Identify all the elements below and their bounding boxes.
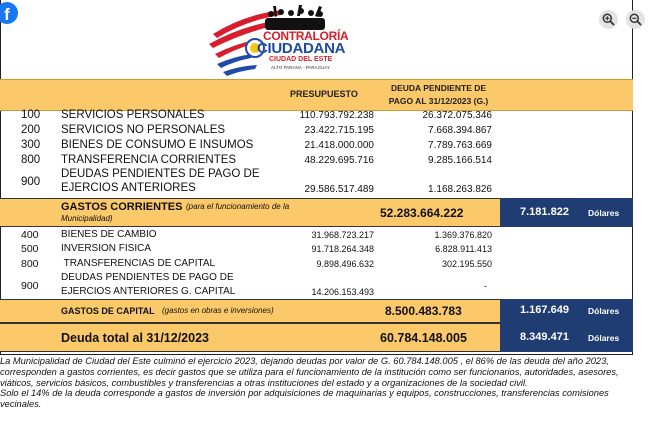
item-code: 300 bbox=[21, 139, 41, 151]
logo-line4: ALTO PARANÁ - PARAGUAY bbox=[271, 65, 331, 70]
item-debt: 9.285.166.514 bbox=[428, 155, 492, 166]
footnote bbox=[0, 356, 640, 410]
item-label: SERVICIOS NO PERSONALES bbox=[61, 124, 226, 136]
current-total-debt: 52.283.664.222 bbox=[380, 206, 464, 220]
usd-value: 1.167.649 bbox=[520, 304, 569, 316]
item-label-line2: EJERCIOS ANTERIORES G. CAPITAL bbox=[61, 286, 236, 297]
item-code: 800 bbox=[21, 154, 41, 166]
item-label: SERVICIOS PERSONALES bbox=[61, 109, 205, 121]
usd-value: 7.181.822 bbox=[520, 206, 569, 218]
item-label-line1: DEUDAS PENDIENTES DE PAGO DE bbox=[61, 272, 234, 283]
current-total-note-line2: Municipalidad) bbox=[61, 214, 113, 223]
item-debt: - bbox=[484, 281, 487, 291]
item-budget: 110.793.792.238 bbox=[299, 110, 374, 121]
zoom-in-icon[interactable] bbox=[599, 10, 618, 29]
logo-line1: CONTRALORÍA bbox=[263, 29, 349, 43]
item-debt: 6.828.911.413 bbox=[435, 244, 492, 254]
zoom-out-icon[interactable] bbox=[626, 10, 645, 29]
item-code: 500 bbox=[21, 243, 39, 255]
item-budget: 91.718.264.348 bbox=[311, 244, 374, 254]
logo-crowd bbox=[265, 5, 325, 30]
item-label: BIENES DE CAMBIO bbox=[61, 229, 157, 240]
capital-total-note: (gastos en obras e inversiones) bbox=[162, 306, 274, 315]
item-code: 900 bbox=[21, 280, 39, 292]
item-budget: 14.206.153.493 bbox=[311, 287, 374, 297]
capital-total-label: GASTOS DE CAPITAL bbox=[61, 306, 155, 316]
item-debt: 1.168.263.826 bbox=[428, 184, 492, 195]
header-budget: PRESUPUESTO bbox=[290, 89, 358, 99]
header-debt: DEUDA PENDIENTE DE PAGO AL 31/12/2023 (G.) bbox=[388, 83, 489, 106]
item-label: BIENES DE CONSUMO E INSUMOS bbox=[61, 139, 254, 151]
grand-total-usd bbox=[500, 323, 633, 352]
item-label-line1: DEUDAS PENDIENTES DE PAGO DE bbox=[61, 168, 260, 180]
item-label-line2: EJERCIOS ANTERIORES bbox=[61, 182, 196, 194]
item-label: TRANSFERENCIA CORRIENTES bbox=[61, 154, 237, 166]
logo-line2: CIUDADANA bbox=[257, 40, 346, 57]
facebook-icon[interactable]: f bbox=[0, 2, 18, 24]
grand-total-label: Deuda total al 31/12/2023 bbox=[61, 331, 209, 345]
table-header bbox=[0, 79, 633, 111]
item-budget: 21.418.000.000 bbox=[304, 140, 374, 151]
item-label: INVERSION FISICA bbox=[61, 243, 152, 254]
item-budget: 31.968.723.217 bbox=[311, 230, 374, 240]
item-code: 900 bbox=[21, 176, 41, 188]
item-budget: 9.898.496.632 bbox=[316, 259, 374, 269]
item-budget: 29.586.517.489 bbox=[304, 184, 374, 195]
item-debt: 7.789.763.669 bbox=[428, 140, 492, 151]
contraloria-logo bbox=[205, 4, 349, 80]
usd-unit: Dólares bbox=[588, 306, 620, 316]
current-total-label: GASTOS CORRIENTES bbox=[61, 201, 183, 213]
item-debt: 26.372.075.346 bbox=[422, 110, 492, 121]
item-code: 400 bbox=[21, 229, 39, 241]
item-budget: 48.229.695.716 bbox=[304, 155, 374, 166]
usd-unit: Dólares bbox=[588, 208, 620, 218]
grand-total-debt: 60.784.148.005 bbox=[380, 331, 467, 345]
item-debt: 1.369.376.820 bbox=[434, 230, 492, 240]
usd-value: 8.349.471 bbox=[520, 331, 569, 343]
footnote-paragraph-1: La Municipalidad de Ciudad del Este culminó el ejercicio 2023, dejando deudas por valor de G. 60.784.148.005 , el 86% de las deuda del año 2023, corresponden a gastos corrientes, es decir gastos que se utiliza para el funcionamiento de la institución como ser funcionarios, autoridades, asesores, viáticos, servicios básicos, combustibles y transferencias a otras instituciones del estado y a organizaciones de la sociedad civil. bbox=[0, 356, 619, 388]
item-label: TRANSFERENCIAS DE CAPITAL bbox=[61, 258, 216, 269]
current-total-usd bbox=[500, 198, 633, 227]
item-code: 800 bbox=[21, 258, 39, 270]
item-code: 100 bbox=[21, 109, 41, 121]
item-budget: 23.422.715.195 bbox=[304, 125, 374, 136]
capital-total-usd bbox=[500, 299, 633, 323]
logo-line3: CIUDAD DEL ESTE bbox=[269, 56, 333, 63]
current-total-note-line1: (para el funcionamiento de la bbox=[186, 202, 290, 211]
capital-total-debt: 8.500.483.783 bbox=[385, 304, 462, 318]
usd-unit: Dólares bbox=[588, 333, 620, 343]
item-debt: 7.668.394.867 bbox=[428, 125, 492, 136]
item-code: 200 bbox=[21, 124, 41, 136]
item-debt: 302.195.550 bbox=[441, 259, 492, 269]
footnote-paragraph-2: Solo el 14% de la deuda corresponde a gastos de inversión por adquisiciones de maquinarias y equipos, construcciones, transferencias comisiones vecinales. bbox=[0, 388, 609, 410]
